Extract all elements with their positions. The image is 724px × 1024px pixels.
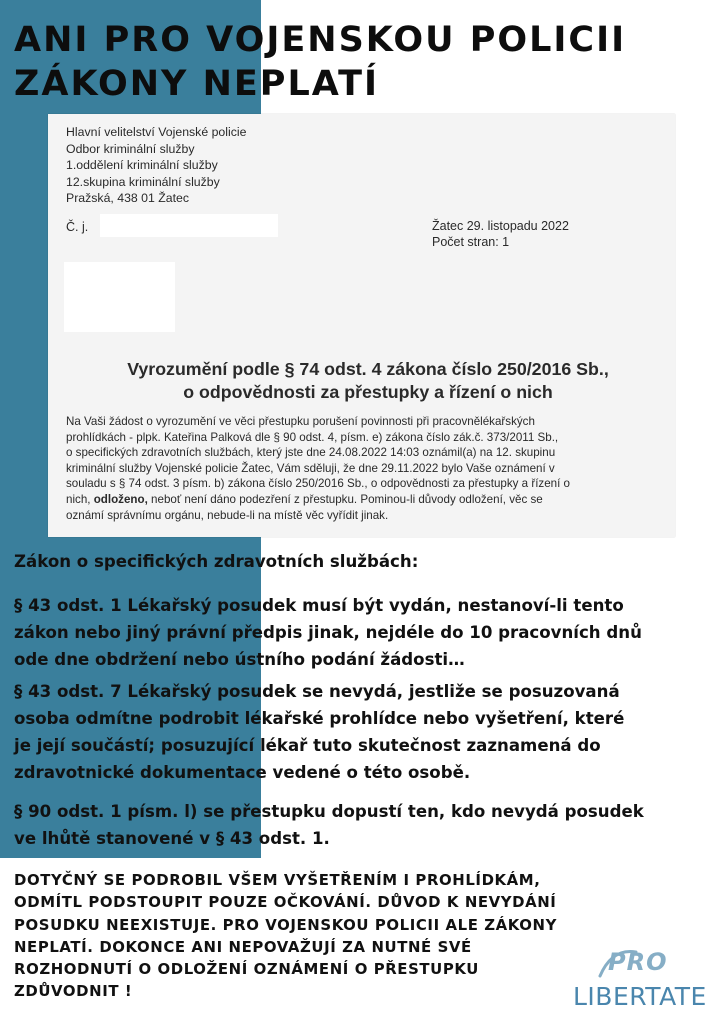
law-paragraph-43-1 <box>14 592 642 673</box>
letter-title-line: Vyrozumění podle § 74 odst. 4 zákona číslo 250/2016 Sb., <box>127 359 609 379</box>
letter-date: Žatec 29. listopadu 2022 <box>432 219 569 233</box>
closing-line: NEPLATÍ. DOKONCE ANI NEPOVAŽUJÍ ZA NUTNÉ SVÉ <box>14 937 472 956</box>
scanned-letter <box>48 114 675 537</box>
closing-line: DOTYČNÝ SE PODROBIL VŠEM VYŠETŘENÍM I PROHLÍDKÁM, <box>14 871 541 889</box>
letter-body-emphasis: odloženo, <box>93 492 148 506</box>
law-line: zdravotnické dokumentace vedené o této osobě. <box>14 763 471 782</box>
logo-libertate-text: LIBERTATE <box>573 982 707 1011</box>
headline <box>14 18 626 106</box>
sender-line: Hlavní velitelství Vojenské policie <box>66 125 247 139</box>
law-line: § 90 odst. 1 písm. l) se přestupku dopustí ten, kdo nevydá posudek <box>14 802 644 821</box>
letter-body-fragment: nich, <box>66 492 94 506</box>
letter-title-line: o odpovědnosti za přestupky a řízení o nich <box>183 382 553 402</box>
closing-line: ZDŮVODNIT ! <box>14 982 133 1001</box>
letter-page-count: Počet stran: 1 <box>432 235 510 249</box>
law-line: zákon nebo jiný právní předpis jinak, nejdéle do 10 pracovních dnů <box>14 623 642 642</box>
law-line: § 43 odst. 7 Lékařský posudek se nevydá, jestliže se posuzovaná <box>14 682 620 701</box>
sender-line: 1.oddělení kriminální služby <box>66 158 218 172</box>
letter-body-fragment: neboť není dáno podezření z přestupku. Pominou-li důvody odložení, věc se <box>147 492 543 506</box>
letter-title <box>78 358 658 404</box>
sender-line: Odbor kriminální služby <box>66 141 195 156</box>
letter-body <box>66 414 662 523</box>
sender-line: 12.skupina kriminální služby <box>66 174 220 189</box>
letter-body-line: souladu s § 74 odst. 3 písm. b) zákona číslo 250/2016 Sb., o odpovědnosti za přestupky a řízení o <box>66 477 570 491</box>
letter-body-line <box>66 492 662 508</box>
letter-body-line: oznámí správnímu orgánu, nebude-li na místě věc vyřídit jinak. <box>66 508 389 522</box>
law-paragraph-43-7 <box>14 678 624 786</box>
redacted-reference <box>100 214 278 237</box>
pro-libertate-logo <box>568 944 718 1016</box>
letter-body-line: prohlídkách - plpk. Kateřina Palková dle § 90 odst. 4, písm. e) zákona číslo zák.č. 373/2011 Sb., <box>66 430 559 444</box>
closing-statement <box>14 869 557 1003</box>
letter-body-line: Na Vaši žádost o vyrozumění ve věci přestupku porušení povinnosti při pracovnělékařských <box>66 415 535 428</box>
sender-line: Pražská, 438 01 Žatec <box>66 191 190 205</box>
law-heading: Zákon o specifických zdravotních službách: <box>14 552 419 571</box>
redacted-address <box>64 262 175 332</box>
law-line: je její součástí; posuzující lékař tuto skutečnost zaznamená do <box>14 736 601 755</box>
letter-body-line: o specifických zdravotních službách, který jste dne 24.08.2022 14:03 oznámil(a) na 12. skupinu <box>66 446 556 460</box>
law-line: ode dne obdržení nebo ústního podání žádosti… <box>14 650 465 669</box>
headline-line-1: ANI PRO VOJENSKOU POLICII <box>14 20 627 60</box>
law-line: osoba odmítne podrobit lékařské prohlídce nebo vyšetření, které <box>14 709 625 728</box>
logo-pro-text: PRO <box>608 948 668 976</box>
letter-date-block <box>432 218 569 250</box>
law-line: ve lhůtě stanovené v § 43 odst. 1. <box>14 829 330 848</box>
letter-sender-block <box>66 124 246 207</box>
reference-number-label: Č. j. <box>66 220 89 234</box>
closing-line: POSUDKU NEEXISTUJE. PRO VOJENSKOU POLICII ALE ZÁKONY <box>14 915 557 934</box>
letter-body-line: kriminální služby Vojenské policie Žatec, Vám sděluji, že dne 29.11.2022 bylo Vaše oznámení v <box>66 461 555 475</box>
law-line: § 43 odst. 1 Lékařský posudek musí být vydán, nestanoví-li tento <box>14 596 624 615</box>
law-paragraph-90-1 <box>14 798 644 852</box>
closing-line: ODMÍTL PODSTOUPIT POUZE OČKOVÁNÍ. DŮVOD K NEVYDÁNÍ <box>14 893 557 912</box>
headline-line-2: ZÁKONY NEPLATÍ <box>14 64 380 104</box>
closing-line: ROZHODNUTÍ O ODLOŽENÍ OZNÁMENÍ O PŘESTUPKU <box>14 960 479 979</box>
